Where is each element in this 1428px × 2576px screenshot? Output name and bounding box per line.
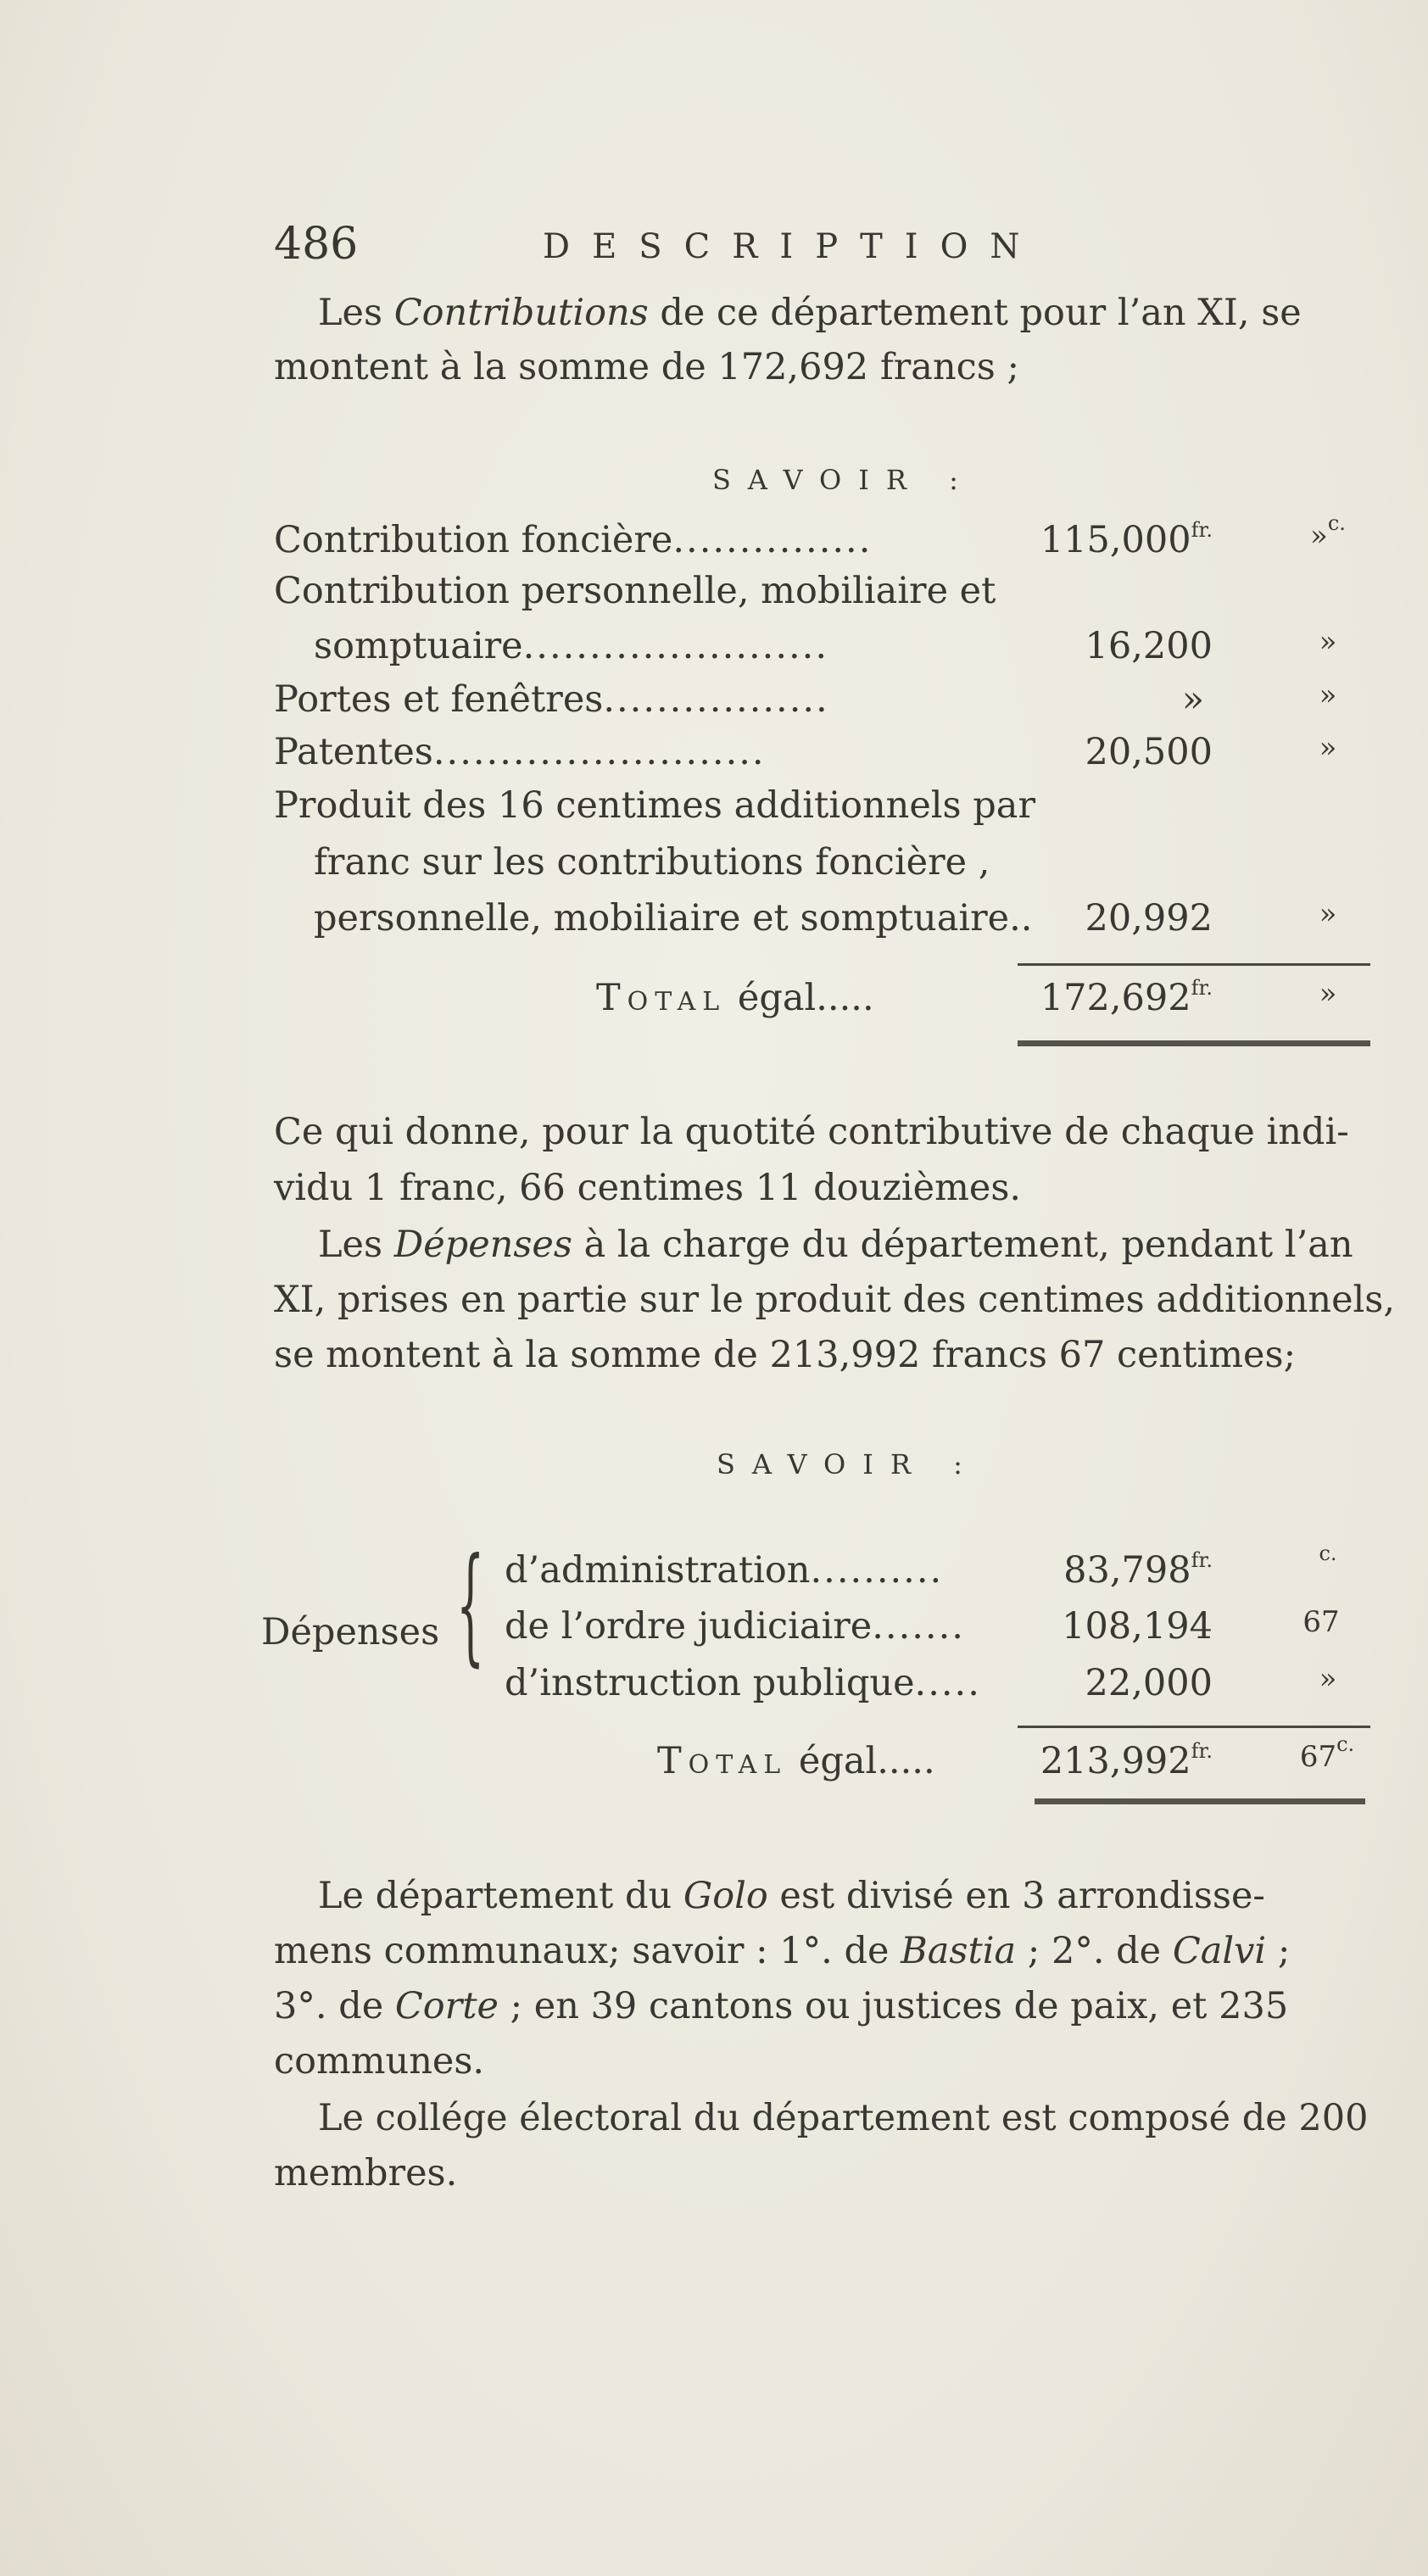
para-5-line-1: Le collége électoral du département est composé de 200 (318, 2097, 1369, 2139)
table-row-label: d’instruction publique..... (505, 1662, 981, 1704)
table-row-label: somptuaire....................... (314, 625, 828, 667)
para-4-line-4: communes. (274, 2040, 485, 2083)
table-row-label: franc sur les contributions foncière , (314, 841, 990, 884)
table-row-francs: » (1181, 678, 1204, 721)
table-row-cents (1302, 1542, 1353, 1583)
para-2-line-1: Ce qui donne, pour la quotité contributive de chaque indi- (274, 1111, 1349, 1153)
table-row-francs: $83,798^{fr.}$ (1063, 1548, 1213, 1592)
total-francs: $213,992^{fr.}$ (1040, 1739, 1213, 1782)
para-4-line-2: mens communaux; savoir : 1°. de Bastia ; 2°. de Calvi ; (274, 1930, 1291, 1972)
total-label: Total égal..... (596, 977, 874, 1019)
table-row-label: d’administration.......... (505, 1549, 944, 1592)
table-row-francs: $115,000^{fr.}$ (1040, 518, 1213, 561)
table-row-cents: » (1319, 1662, 1337, 1696)
unit-francs: fr. (1191, 518, 1213, 542)
running-title: DESCRIPTION (543, 227, 1042, 266)
para-3-line-2: XI, prises en partie sur le produit des centimes additionnels, (274, 1279, 1396, 1321)
total-rule (1035, 1798, 1365, 1804)
curly-brace: { (456, 1531, 485, 1679)
savoir-heading-1: SAVOIR : (712, 464, 975, 496)
table-row-francs: 20,992 (1085, 897, 1213, 940)
total-label: Total égal..... (657, 1740, 935, 1782)
table-row-cents: » (1319, 625, 1337, 659)
depenses-group-label: Dépenses (261, 1611, 440, 1653)
intro-text: de ce département pour l’an XI, se (648, 292, 1302, 334)
table-row-label: de l’ordre judiciaire....... (505, 1605, 965, 1648)
table-row-cents: » (1319, 897, 1337, 931)
para-5-line-2: membres. (274, 2152, 458, 2194)
table-row-label: Contribution personnelle, mobiliaire et (274, 570, 996, 612)
intro-text: Les (318, 292, 394, 334)
intro-line-2: montent à la somme de 172,692 francs ; (274, 346, 1019, 388)
para-3-line-1: Les Dépenses à la charge du département, pendant l’an (318, 1224, 1353, 1266)
total-francs: $172,692^{fr.}$ (1040, 976, 1213, 1019)
para-2-line-2: vidu 1 franc, 66 centimes 11 douzièmes. (274, 1167, 1022, 1209)
table-row-label: Contribution foncière............... (274, 519, 873, 561)
table-row-francs: 108,194 (1062, 1605, 1213, 1648)
intro-emphasis: Contributions (393, 292, 649, 334)
table-row-label: Produit des 16 centimes additionnels par (274, 784, 1036, 827)
intro-line-1 (318, 287, 1302, 339)
table-row-cents: » (1319, 678, 1337, 712)
para-4-line-3: 3°. de Corte ; en 39 cantons ou justices de paix, et 235 (274, 1985, 1289, 2027)
table-row-label: personnelle, mobiliaire et somptuaire.. (314, 897, 1033, 940)
table-row-cents: »$^{c.}$ (1310, 511, 1346, 553)
table-row-cents: 67 (1302, 1605, 1340, 1639)
para-3-line-3: se montent à la somme de 213,992 francs 67 centimes; (274, 1334, 1297, 1376)
total-cents: » (1319, 977, 1337, 1011)
table-row-label: Portes et fenêtres................. (274, 678, 829, 721)
table-row-francs: 22,000 (1085, 1662, 1213, 1704)
unit-centimes: c. (1319, 1542, 1337, 1565)
table-row-francs: 20,500 (1085, 731, 1213, 773)
total-rule (1018, 1040, 1370, 1046)
sum-rule (1018, 1726, 1370, 1728)
sum-rule (1018, 963, 1370, 966)
table-row-francs: 16,200 (1085, 625, 1213, 667)
total-cents: $67^{c.}$ (1299, 1732, 1355, 1774)
table-row-label: Patentes......................... (274, 731, 766, 773)
table-row-cents: » (1319, 731, 1337, 765)
unit-centimes: c. (1327, 511, 1346, 535)
page-number: 486 (274, 219, 359, 270)
para-4-line-1: Le département du Golo est divisé en 3 arrondisse- (318, 1875, 1265, 1917)
savoir-heading-2: SAVOIR : (717, 1448, 979, 1480)
